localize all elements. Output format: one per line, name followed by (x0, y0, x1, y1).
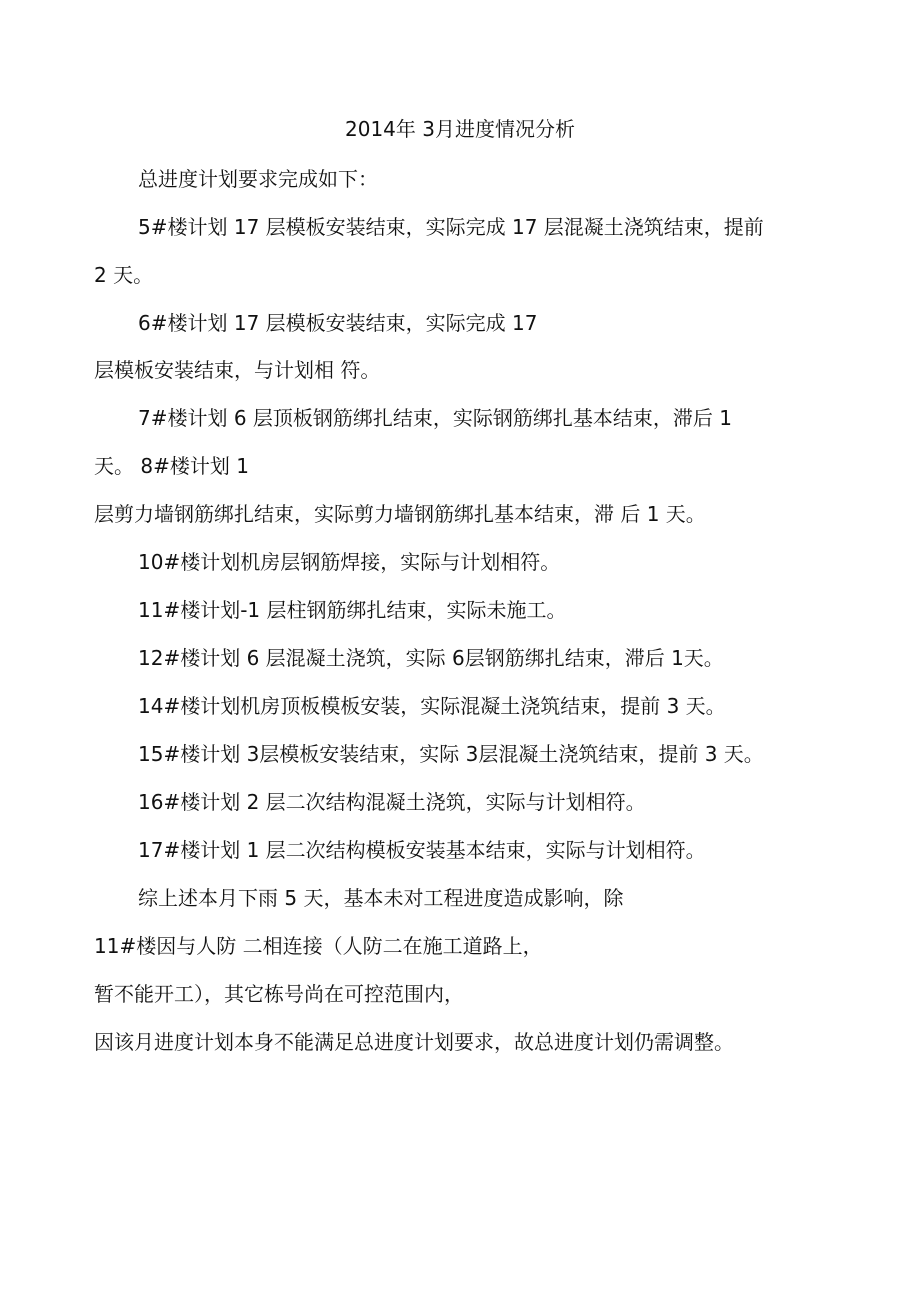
paragraph-summary: 综上述本月下雨 5 天，基本未对工程进度造成影响，除 (138, 886, 624, 910)
paragraph-building-8-cont: 层剪力墙钢筋绑扎结束，实际剪力墙钢筋绑扎基本结束，滞 后 1 天。 (94, 502, 706, 526)
paragraph-building-5: 5#楼计划 17 层模板安装结束，实际完成 17 层混凝土浇筑结束，提前 (138, 215, 764, 239)
paragraph-building-5-cont: 2 天。 (94, 263, 154, 287)
paragraph-building-12: 12#楼计划 6 层混凝土浇筑，实际 6层钢筋绑扎结束，滞后 1天。 (138, 646, 724, 670)
paragraph-building-6-cont: 层模板安装结束，与计划相 符。 (94, 358, 381, 382)
paragraph-intro: 总进度计划要求完成如下： (138, 167, 378, 191)
paragraph-building-16: 16#楼计划 2 层二次结构混凝土浇筑，实际与计划相符。 (138, 790, 646, 814)
paragraph-summary-cont-3: 因该月进度计划本身不能满足总进度计划要求，故总进度计划仍需调整。 (94, 1030, 734, 1054)
paragraph-building-17: 17#楼计划 1 层二次结构模板安装基本结束，实际与计划相符。 (138, 838, 706, 862)
paragraph-building-7-8: 天。 8#楼计划 1 (94, 454, 249, 478)
paragraph-building-10: 10#楼计划机房层钢筋焊接，实际与计划相符。 (138, 550, 561, 574)
paragraph-summary-cont-2: 暂不能开工），其它栋号尚在可控范围内， (94, 982, 464, 1006)
document-title: 2014年 3月进度情况分析 (345, 117, 575, 141)
paragraph-summary-cont-1: 11#楼因与人防 二相连接（人防二在施工道路上， (94, 934, 543, 958)
paragraph-building-7: 7#楼计划 6 层顶板钢筋绑扎结束，实际钢筋绑扎基本结束，滞后 1 (138, 406, 733, 430)
paragraph-building-11: 11#楼计划-1 层柱钢筋绑扎结束，实际未施工。 (138, 598, 567, 622)
paragraph-building-15: 15#楼计划 3层模板安装结束，实际 3层混凝土浇筑结束，提前 3 天。 (138, 742, 764, 766)
paragraph-building-14: 14#楼计划机房顶板模板安装，实际混凝土浇筑结束，提前 3 天。 (138, 694, 726, 718)
paragraph-building-6: 6#楼计划 17 层模板安装结束，实际完成 17 (138, 311, 538, 335)
